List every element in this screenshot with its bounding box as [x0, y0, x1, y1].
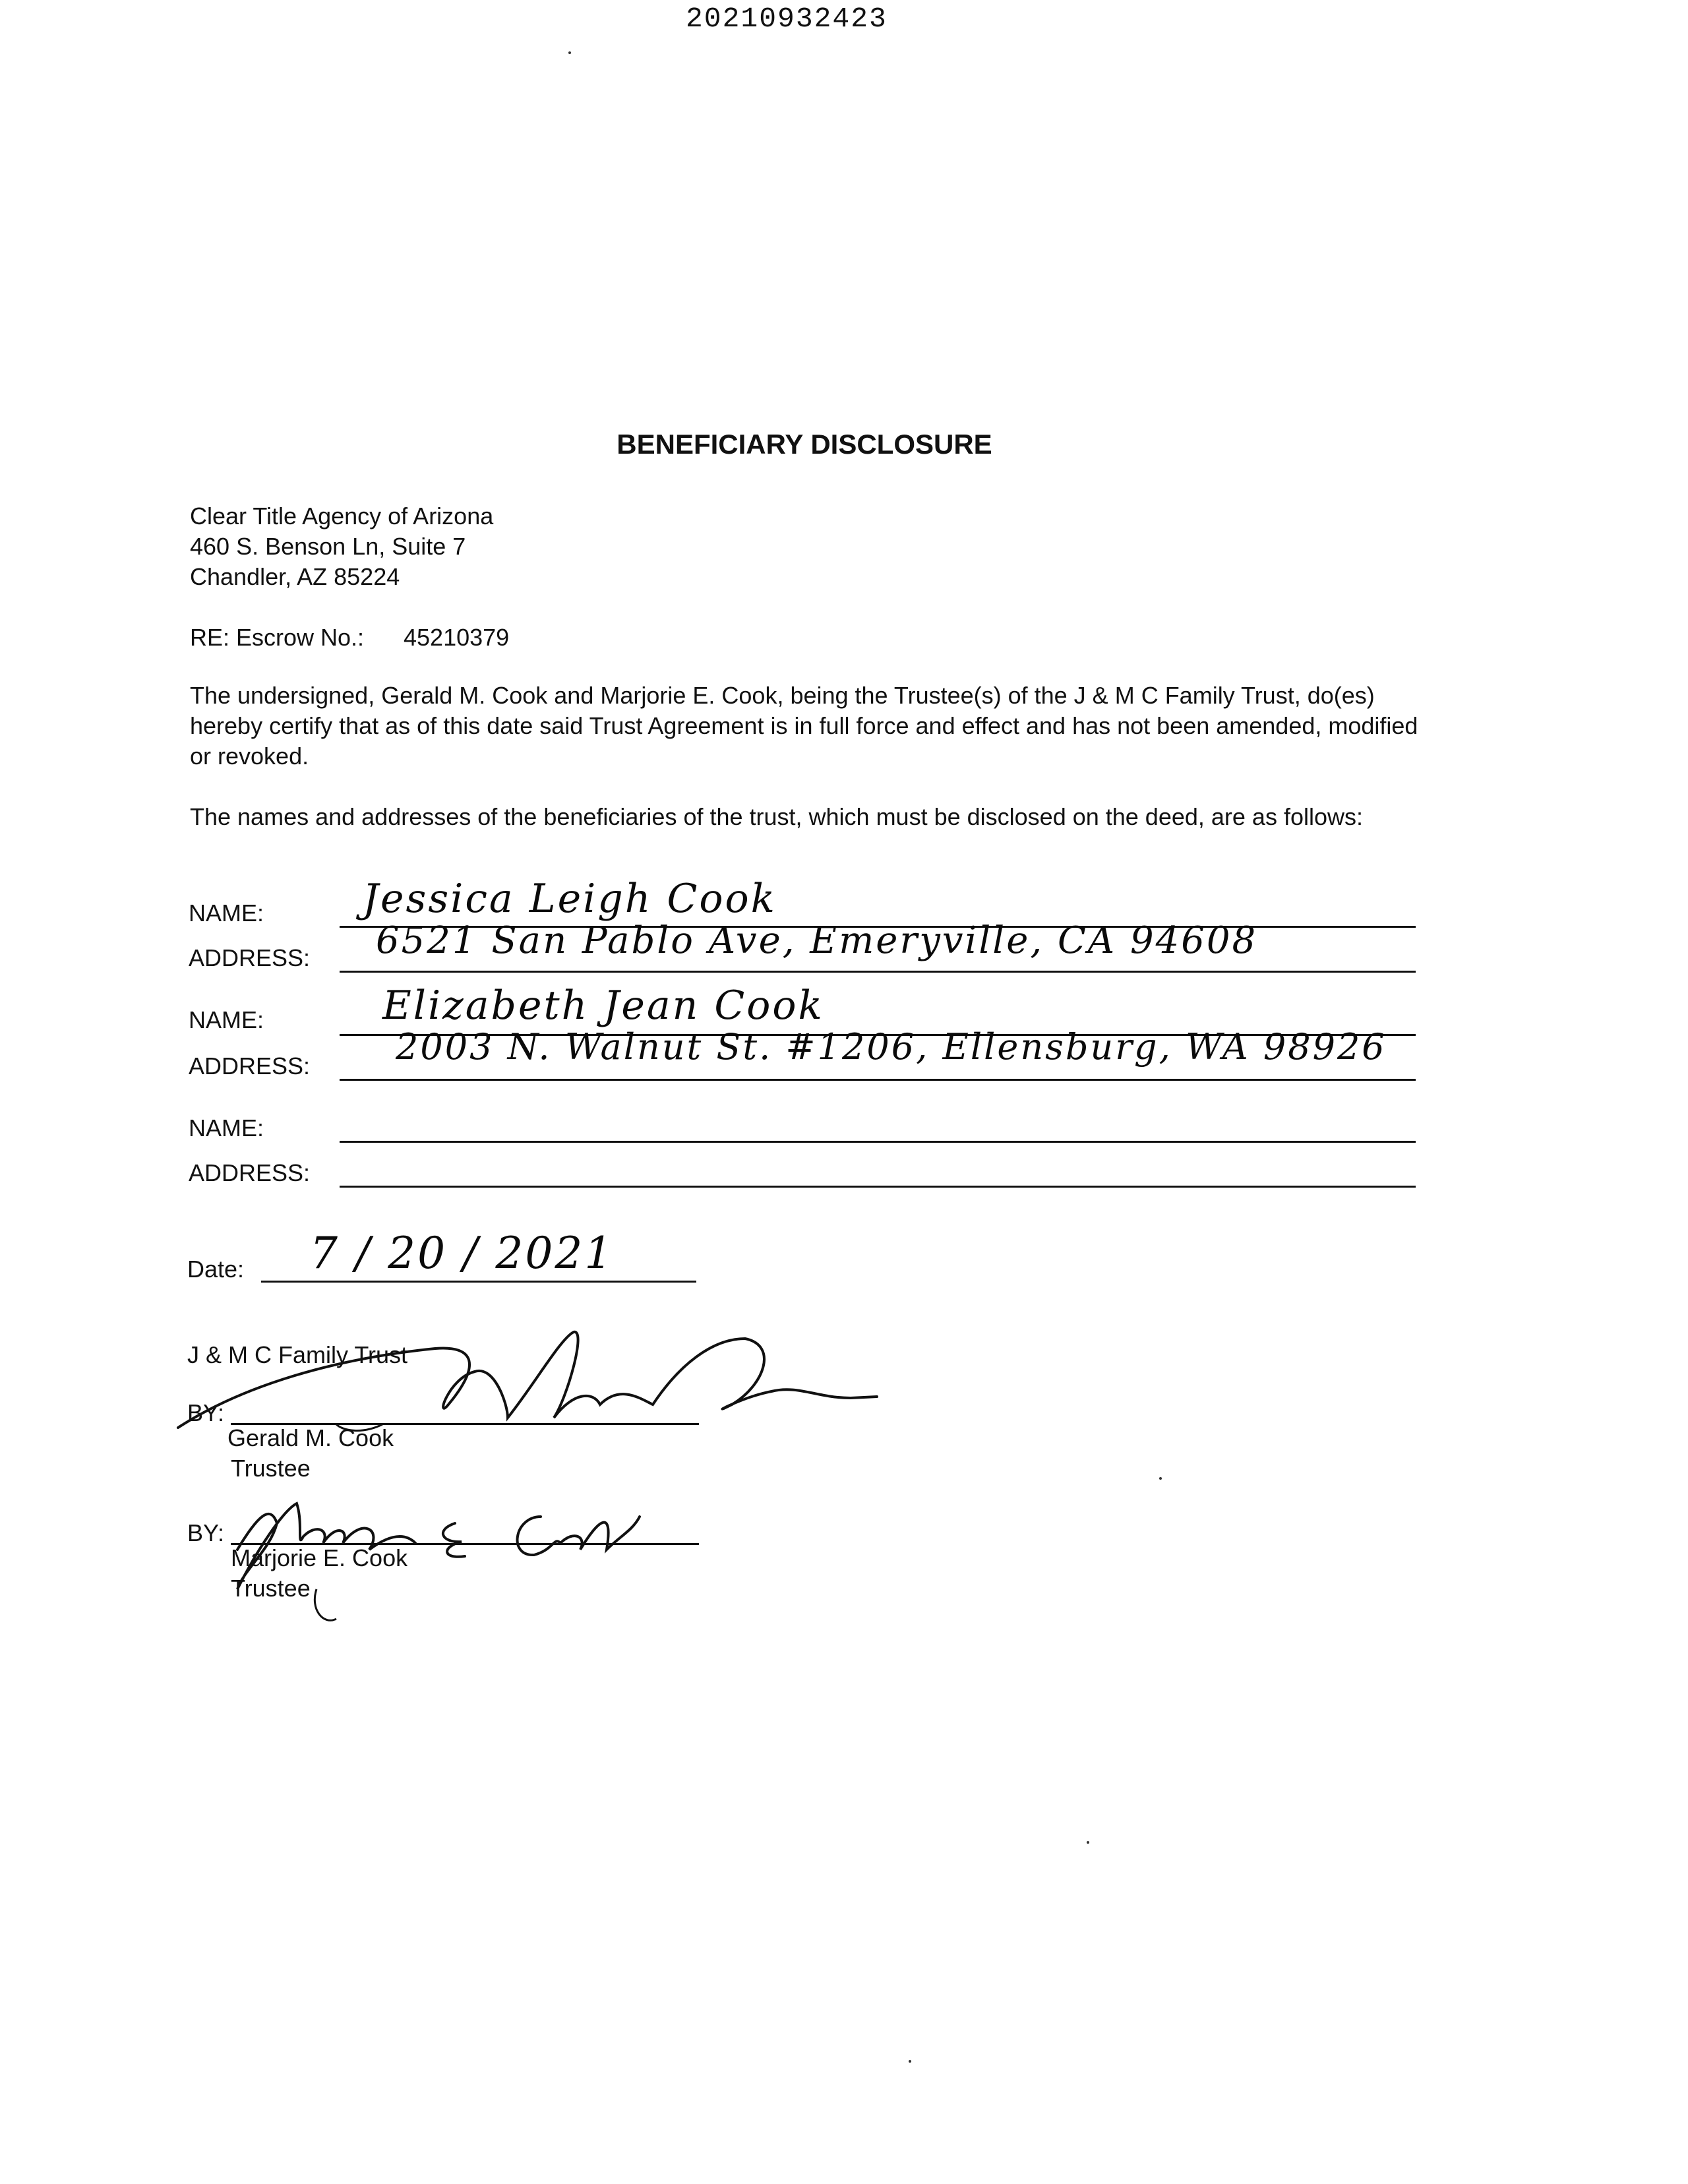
- trust-name: J & M C Family Trust: [187, 1341, 408, 1368]
- signer-1-by-label: BY:: [187, 1399, 225, 1426]
- beneficiary-3-name-line: [340, 1141, 1416, 1143]
- beneficiary-1-name: Jessica Leigh Cook: [363, 876, 777, 922]
- beneficiary-2-name: Elizabeth Jean Cook: [382, 983, 824, 1029]
- date-label: Date:: [187, 1256, 245, 1283]
- document-title: BENEFICIARY DISCLOSURE: [617, 429, 992, 460]
- recording-number: 20210932423: [686, 3, 888, 35]
- certification-paragraph: The undersigned, Gerald M. Cook and Marjorie E. Cook, being the Trustee(s) of the J & M C Family Trust, do(es) hereby certify that as of this date said Trust Agreement is in full force and effect and has not been amended, modified or revoked.: [190, 682, 1418, 770]
- date-value: 7 / 20 / 2021: [310, 1228, 615, 1279]
- re-escrow-label: RE: Escrow No.:: [190, 624, 365, 651]
- signer-1-title: Trustee: [231, 1455, 311, 1482]
- beneficiary-1-address-line: [340, 971, 1416, 973]
- signer-2-title: Trustee: [231, 1575, 311, 1602]
- beneficiary-3-address-line: [340, 1186, 1416, 1188]
- scan-speck: [568, 51, 571, 54]
- beneficiary-3-address-label: ADDRESS:: [189, 1159, 311, 1186]
- signer-2-name: Marjorie E. Cook: [231, 1544, 408, 1571]
- scan-speck: [1087, 1841, 1089, 1844]
- beneficiary-1-name-label: NAME:: [189, 899, 264, 926]
- beneficiaries-intro: The names and addresses of the beneficiaries of the trust, which must be disclosed on the deed, are as follows:: [190, 803, 1363, 830]
- addressee-line-3: Chandler, AZ 85224: [190, 563, 400, 590]
- beneficiary-1-address-label: ADDRESS:: [189, 944, 311, 971]
- scan-speck: [909, 2060, 911, 2063]
- date-line: [261, 1281, 696, 1283]
- beneficiary-1-address: 6521 San Pablo Ave, Emeryville, CA 94608: [376, 919, 1258, 962]
- re-escrow-number: 45210379: [404, 624, 510, 651]
- addressee-line-2: 460 S. Benson Ln, Suite 7: [190, 533, 466, 560]
- signer-2-by-label: BY:: [187, 1519, 225, 1546]
- addressee-line-1: Clear Title Agency of Arizona: [190, 502, 494, 530]
- signer-1-name: Gerald M. Cook: [227, 1424, 394, 1451]
- signer-1-signature: [165, 1312, 890, 1438]
- beneficiary-2-address-line: [340, 1079, 1416, 1081]
- beneficiary-2-address: 2003 N. Walnut St. #1206, Ellensburg, WA 98926: [396, 1026, 1387, 1068]
- beneficiary-3-name-label: NAME:: [189, 1114, 264, 1141]
- beneficiary-2-name-label: NAME:: [189, 1006, 264, 1033]
- beneficiary-2-address-label: ADDRESS:: [189, 1052, 311, 1079]
- scan-speck: [1159, 1477, 1162, 1480]
